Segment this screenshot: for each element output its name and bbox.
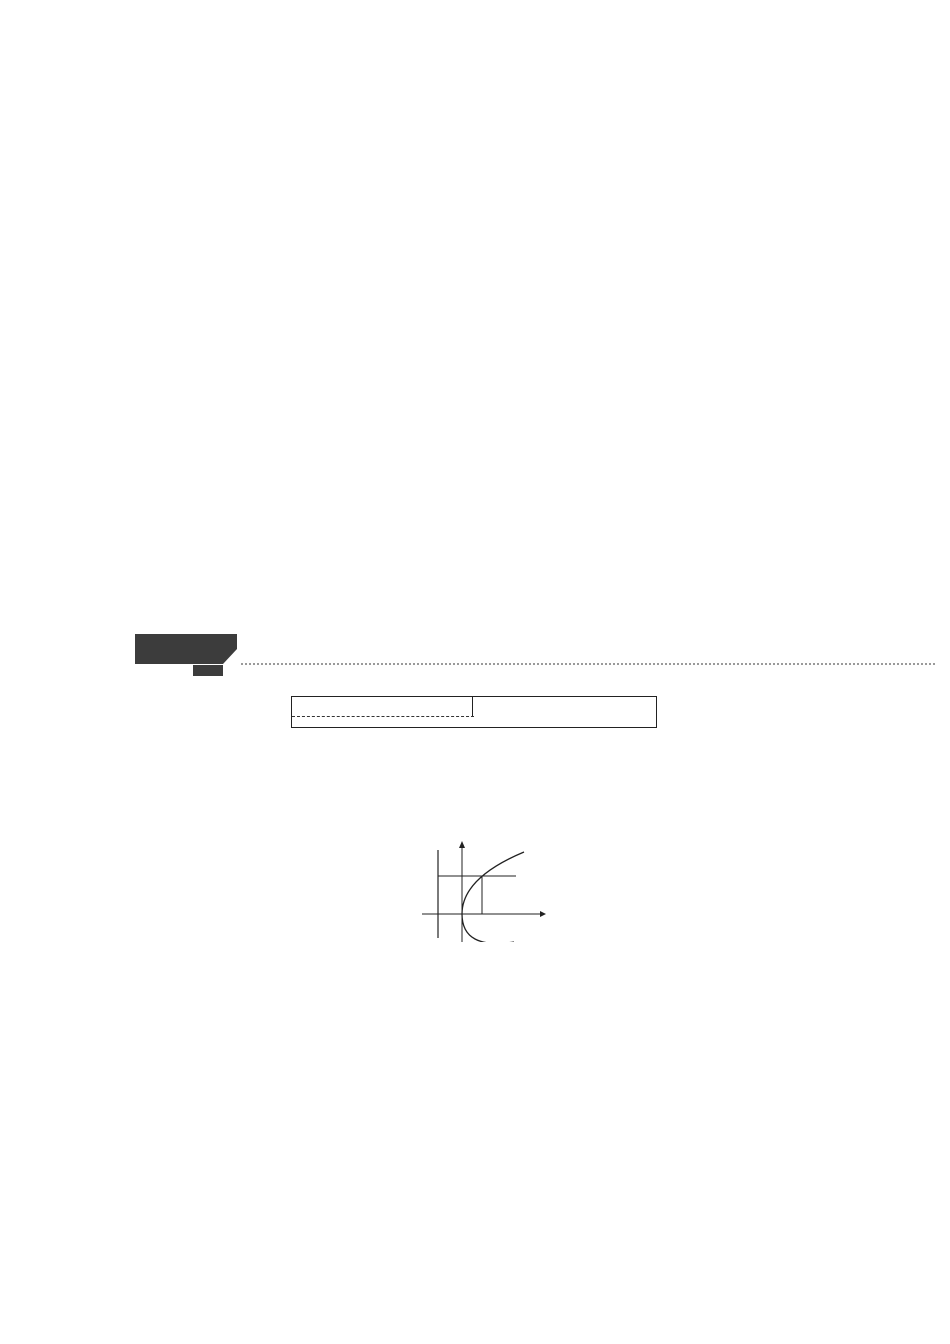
banner-label [135, 634, 223, 664]
y-axis-arrow [459, 841, 465, 848]
banner-triangle [223, 634, 237, 664]
banner-divider [241, 663, 935, 665]
banner-subbar [193, 665, 223, 676]
type-box-divider [472, 697, 473, 716]
section-banner [135, 634, 935, 676]
type-box-dash [292, 716, 474, 717]
x-axis-arrow [540, 911, 546, 917]
parabola-curve [462, 852, 524, 942]
parabola-figure [414, 838, 554, 942]
type-box [291, 696, 657, 728]
